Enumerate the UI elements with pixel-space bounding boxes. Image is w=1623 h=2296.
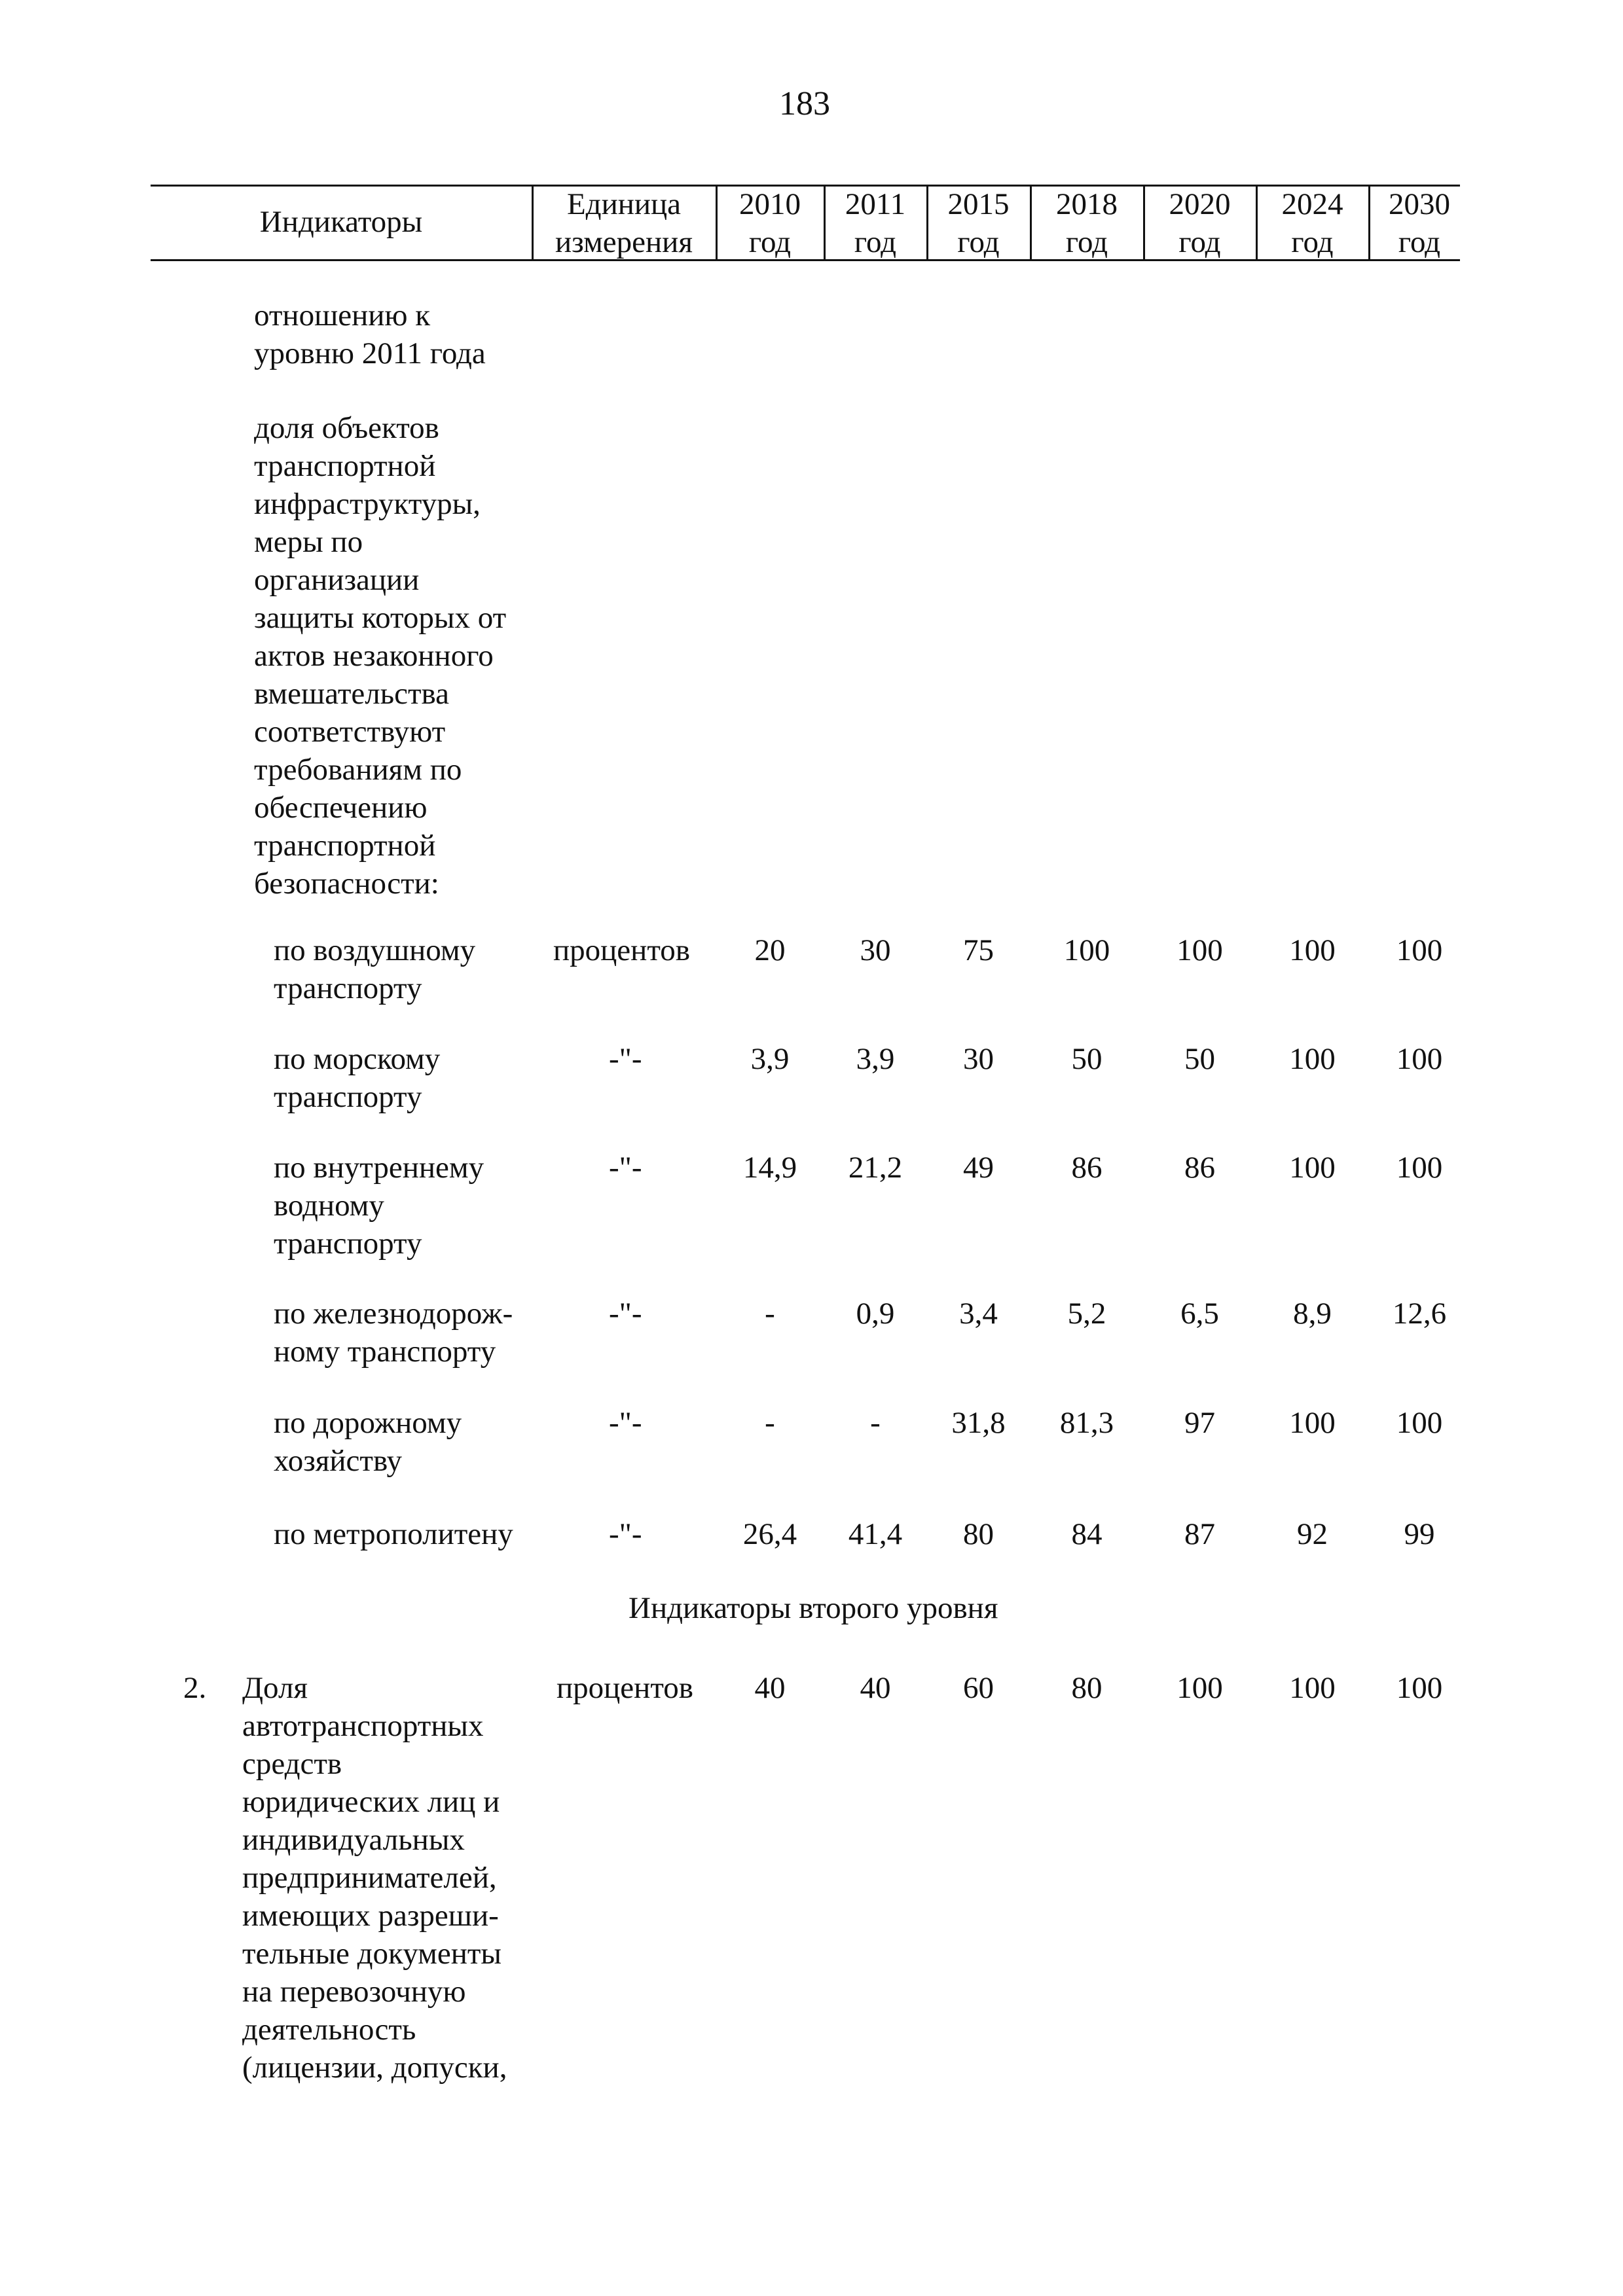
value-2015: 30 bbox=[963, 1042, 994, 1076]
value-2020: 100 bbox=[1176, 1671, 1223, 1705]
text-line: транспортной bbox=[254, 449, 436, 483]
value-2020: 6,5 bbox=[1180, 1297, 1219, 1331]
header-year-suffix: год bbox=[748, 225, 792, 259]
row-label bbox=[274, 1295, 513, 1371]
text-line: организации bbox=[254, 563, 420, 597]
value-2010: 14,9 bbox=[742, 1151, 797, 1185]
value-2018: 86 bbox=[1071, 1151, 1103, 1185]
header-year-2024 bbox=[1258, 185, 1367, 261]
value-2010: 40 bbox=[754, 1671, 786, 1705]
text-line: по железнодорож- bbox=[274, 1297, 513, 1331]
header-year: 2015 bbox=[947, 187, 1010, 221]
value-2024: 100 bbox=[1289, 1151, 1336, 1185]
row-label bbox=[274, 1149, 484, 1263]
row-label bbox=[274, 1515, 513, 1553]
text-line: деятельность bbox=[242, 2013, 416, 2047]
value-2020: 87 bbox=[1184, 1517, 1215, 1551]
text-line: актов незаконного bbox=[254, 639, 494, 673]
text-line: предпринимателей, bbox=[242, 1861, 497, 1895]
header-year: 2024 bbox=[1281, 187, 1343, 221]
row-unit: -"- bbox=[609, 1297, 642, 1331]
value-2030: 100 bbox=[1396, 1406, 1443, 1440]
row-unit: процентов bbox=[556, 1671, 693, 1705]
value-2010: - bbox=[765, 1406, 775, 1440]
value-2020: 86 bbox=[1184, 1151, 1215, 1185]
row-unit: -"- bbox=[609, 1151, 642, 1185]
text-line: ному транспорту bbox=[274, 1335, 496, 1369]
text-line: автотранспортных bbox=[242, 1709, 484, 1743]
header-indicators: Индикаторы bbox=[259, 205, 423, 239]
header-year-suffix: год bbox=[1398, 225, 1441, 259]
value-2015: 31,8 bbox=[951, 1406, 1006, 1440]
value-2015: 60 bbox=[963, 1671, 994, 1705]
value-2024: 100 bbox=[1289, 1671, 1336, 1705]
value-2011: 41,4 bbox=[848, 1517, 903, 1551]
text-line: юридических лиц и bbox=[242, 1785, 500, 1819]
header-year-2015 bbox=[928, 185, 1029, 261]
value-2018: 81,3 bbox=[1059, 1406, 1114, 1440]
value-2015: 75 bbox=[963, 933, 994, 967]
text-line: средств bbox=[242, 1747, 342, 1781]
value-2030: 100 bbox=[1396, 1042, 1443, 1076]
value-2015: 49 bbox=[963, 1151, 994, 1185]
text-line: безопасности: bbox=[254, 867, 439, 901]
header-year: 2030 bbox=[1389, 187, 1450, 221]
header-year-2010 bbox=[718, 185, 822, 261]
row-label bbox=[274, 1404, 462, 1480]
text-line: по метрополитену bbox=[274, 1517, 513, 1551]
text-line: вмешательства bbox=[254, 677, 449, 711]
value-2018: 80 bbox=[1071, 1671, 1103, 1705]
text-line: по морскому bbox=[274, 1042, 441, 1076]
header-unit-line2: измерения bbox=[555, 225, 693, 259]
value-2011: - bbox=[870, 1406, 881, 1440]
row-label bbox=[274, 931, 475, 1007]
header-year-suffix: год bbox=[1178, 225, 1221, 259]
value-2015: 3,4 bbox=[959, 1297, 998, 1331]
value-2020: 50 bbox=[1184, 1042, 1215, 1076]
text-line: Доля bbox=[242, 1671, 308, 1705]
value-2020: 97 bbox=[1184, 1406, 1215, 1440]
header-year-suffix: год bbox=[957, 225, 1000, 259]
value-2024: 8,9 bbox=[1293, 1297, 1332, 1331]
value-2011: 3,9 bbox=[856, 1042, 895, 1076]
text-line: доля объектов bbox=[254, 411, 439, 445]
intro-text bbox=[254, 296, 486, 372]
value-2030: 99 bbox=[1404, 1517, 1435, 1551]
text-line: по воздушному bbox=[274, 933, 476, 967]
header-year-suffix: год bbox=[1065, 225, 1108, 259]
value-2018: 5,2 bbox=[1067, 1297, 1106, 1331]
row-unit: -"- bbox=[609, 1517, 642, 1551]
value-2030: 100 bbox=[1396, 1151, 1443, 1185]
text-line: транспорту bbox=[274, 1080, 422, 1114]
header-year-2018 bbox=[1032, 185, 1142, 261]
section-title: Индикаторы второго уровня bbox=[629, 1591, 998, 1625]
text-line: тельные документы bbox=[242, 1937, 501, 1971]
text-line: по дорожному bbox=[274, 1406, 462, 1440]
text-line: отношению к bbox=[254, 298, 431, 332]
text-line: транспорту bbox=[274, 971, 422, 1005]
value-2030: 100 bbox=[1396, 1671, 1443, 1705]
value-2011: 0,9 bbox=[856, 1297, 895, 1331]
header-year: 2011 bbox=[845, 187, 906, 221]
header-year-2030 bbox=[1370, 185, 1468, 261]
value-2020: 100 bbox=[1176, 933, 1223, 967]
value-2018: 84 bbox=[1071, 1517, 1103, 1551]
value-2011: 21,2 bbox=[848, 1151, 903, 1185]
text-line: защиты которых от bbox=[254, 601, 507, 635]
header-unit bbox=[534, 185, 714, 261]
value-2015: 80 bbox=[963, 1517, 994, 1551]
header-year-2020 bbox=[1145, 185, 1254, 261]
text-line: на перевозочную bbox=[242, 1975, 466, 2009]
text-line: (лицензии, допуски, bbox=[242, 2051, 507, 2085]
row-label bbox=[274, 1040, 440, 1116]
value-2024: 100 bbox=[1289, 933, 1336, 967]
value-2024: 92 bbox=[1297, 1517, 1328, 1551]
value-2018: 100 bbox=[1063, 933, 1110, 967]
text-line: требованиям по bbox=[254, 753, 462, 787]
text-line: индивидуальных bbox=[242, 1823, 465, 1857]
text-line: инфраструктуры, bbox=[254, 487, 481, 521]
text-line: хозяйству bbox=[274, 1444, 403, 1478]
row-unit: процентов bbox=[553, 933, 690, 967]
text-line: по внутреннему bbox=[274, 1151, 484, 1185]
value-2024: 100 bbox=[1289, 1042, 1336, 1076]
row-unit: -"- bbox=[609, 1042, 642, 1076]
row-unit: -"- bbox=[609, 1406, 642, 1440]
value-2011: 30 bbox=[860, 933, 891, 967]
text-line: соответствуют bbox=[254, 715, 446, 749]
page-number: 183 bbox=[779, 85, 830, 122]
value-2018: 50 bbox=[1071, 1042, 1103, 1076]
text-line: водному bbox=[274, 1189, 384, 1223]
value-2024: 100 bbox=[1289, 1406, 1336, 1440]
value-2010: 26,4 bbox=[742, 1517, 797, 1551]
value-2011: 40 bbox=[860, 1671, 891, 1705]
value-2010: - bbox=[765, 1297, 775, 1331]
row-label bbox=[242, 1669, 507, 2087]
share-description bbox=[254, 409, 506, 903]
text-line: транспортной bbox=[254, 829, 436, 863]
header-year: 2018 bbox=[1056, 187, 1118, 221]
value-2030: 100 bbox=[1396, 933, 1443, 967]
header-year: 2010 bbox=[739, 187, 801, 221]
value-2030: 12,6 bbox=[1392, 1297, 1447, 1331]
text-line: имеющих разреши- bbox=[242, 1899, 499, 1933]
value-2010: 3,9 bbox=[750, 1042, 790, 1076]
text-line: уровню 2011 года bbox=[254, 336, 486, 370]
header-year-suffix: год bbox=[854, 225, 897, 259]
item-number: 2. bbox=[183, 1671, 207, 1705]
header-unit-line1: Единица bbox=[566, 187, 682, 221]
header-year: 2020 bbox=[1169, 187, 1231, 221]
text-line: меры по bbox=[254, 525, 363, 559]
value-2010: 20 bbox=[754, 933, 786, 967]
text-line: обеспечению bbox=[254, 791, 428, 825]
header-year-suffix: год bbox=[1291, 225, 1334, 259]
text-line: транспорту bbox=[274, 1227, 422, 1261]
header-year-2011 bbox=[826, 185, 925, 261]
